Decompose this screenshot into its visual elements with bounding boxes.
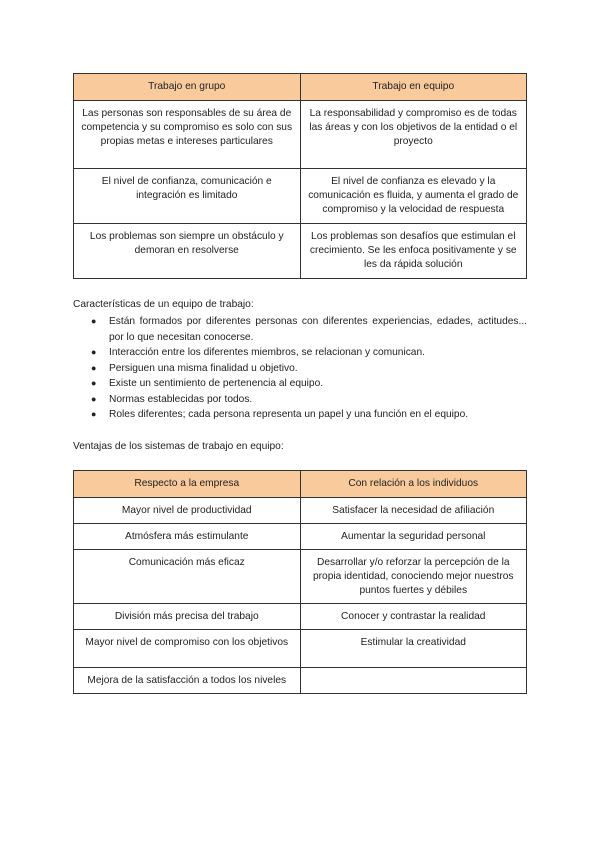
table-cell: Los problemas son siempre un obstáculo y demoran en resolverse [74,224,301,279]
table-cell: Atmósfera más estimulante [74,524,301,550]
list-item-text: Interacción entre los diferentes miembros, se relacionan y comunican. [109,347,425,358]
header-team-work: Trabajo en equipo [300,74,527,101]
list-item-text: Roles diferentes; cada persona representa un papel y una función en el equipo. [109,409,469,420]
advantages-table [73,470,527,694]
advantages-intro: Ventajas de los sistemas de trabajo en equipo: [73,441,284,452]
table-row [74,101,527,169]
table-row [74,630,527,668]
table-row [74,224,527,279]
table-row [74,169,527,224]
table-cell: Aumentar la seguridad personal [300,524,527,550]
table-cell: Satisfacer la necesidad de afiliación [300,498,527,524]
table-cell: El nivel de confianza es elevado y la comunicación es fluida, y aumenta el grado de compromiso y la velocidad de respuesta [300,169,527,224]
table-cell: Las personas son responsables de su área de competencia y su compromiso es solo con sus propias metas e intereses particulares [74,101,301,169]
table-row [74,498,527,524]
table-cell: División más precisa del trabajo [74,604,301,630]
table-row [74,668,527,694]
list-item [73,407,527,423]
table-header-row [74,471,527,498]
header-individuals: Con relación a los individuos [300,471,527,498]
table-cell [300,668,527,694]
bullet-icon: ● [91,393,97,404]
table-cell: El nivel de confianza, comunicación e integración es limitado [74,169,301,224]
table-cell: Mejora de la satisfacción a todos los niveles [74,668,301,694]
table-header-row [74,74,527,101]
list-item [73,392,527,408]
group-vs-team-table [73,73,527,279]
table-cell: Comunicación más eficaz [74,550,301,604]
table-cell: Conocer y contrastar la realidad [300,604,527,630]
list-item-text: Normas establecidas por todos. [109,393,253,405]
characteristics-list [73,314,527,423]
table-cell: La responsabilidad y compromiso es de todas las áreas y con los objetivos de la entidad o el proyecto [300,101,527,169]
list-item-text: Están formados por diferentes personas con diferentes experiencias, edades, actitudes... por lo que necesitan conocerse. [109,316,527,343]
table-cell: Los problemas son desafíos que estimulan el crecimiento. Se les enfoca positivamente y se les da rápida solución [300,224,527,279]
list-item-text: Existe un sentimiento de pertenencia al equipo. [109,378,324,389]
characteristics-intro: Características de un equipo de trabajo: [73,299,254,310]
header-company: Respecto a la empresa [74,471,301,498]
table-row [74,604,527,630]
table-row [74,524,527,550]
table-cell: Mayor nivel de compromiso con los objetivos [74,630,301,668]
table-cell: Mayor nivel de productividad [74,498,301,524]
list-item [73,345,527,361]
list-item-text: Persiguen una misma finalidad u objetivo. [109,362,298,374]
list-item [73,376,527,392]
bullet-icon: ● [91,378,97,388]
list-item [73,314,527,345]
header-group-work: Trabajo en grupo [74,74,301,101]
bullet-icon: ● [91,362,97,373]
bullet-icon: ● [91,409,97,419]
table-cell: Estimular la creatividad [300,630,527,668]
bullet-icon: ● [91,316,97,326]
list-item [73,361,527,377]
table-cell: Desarrollar y/o reforzar la percepción de la propia identidad, conociendo mejor nuestros puntos fuertes y débiles [300,550,527,604]
bullet-icon: ● [91,347,97,357]
table-row [74,550,527,604]
